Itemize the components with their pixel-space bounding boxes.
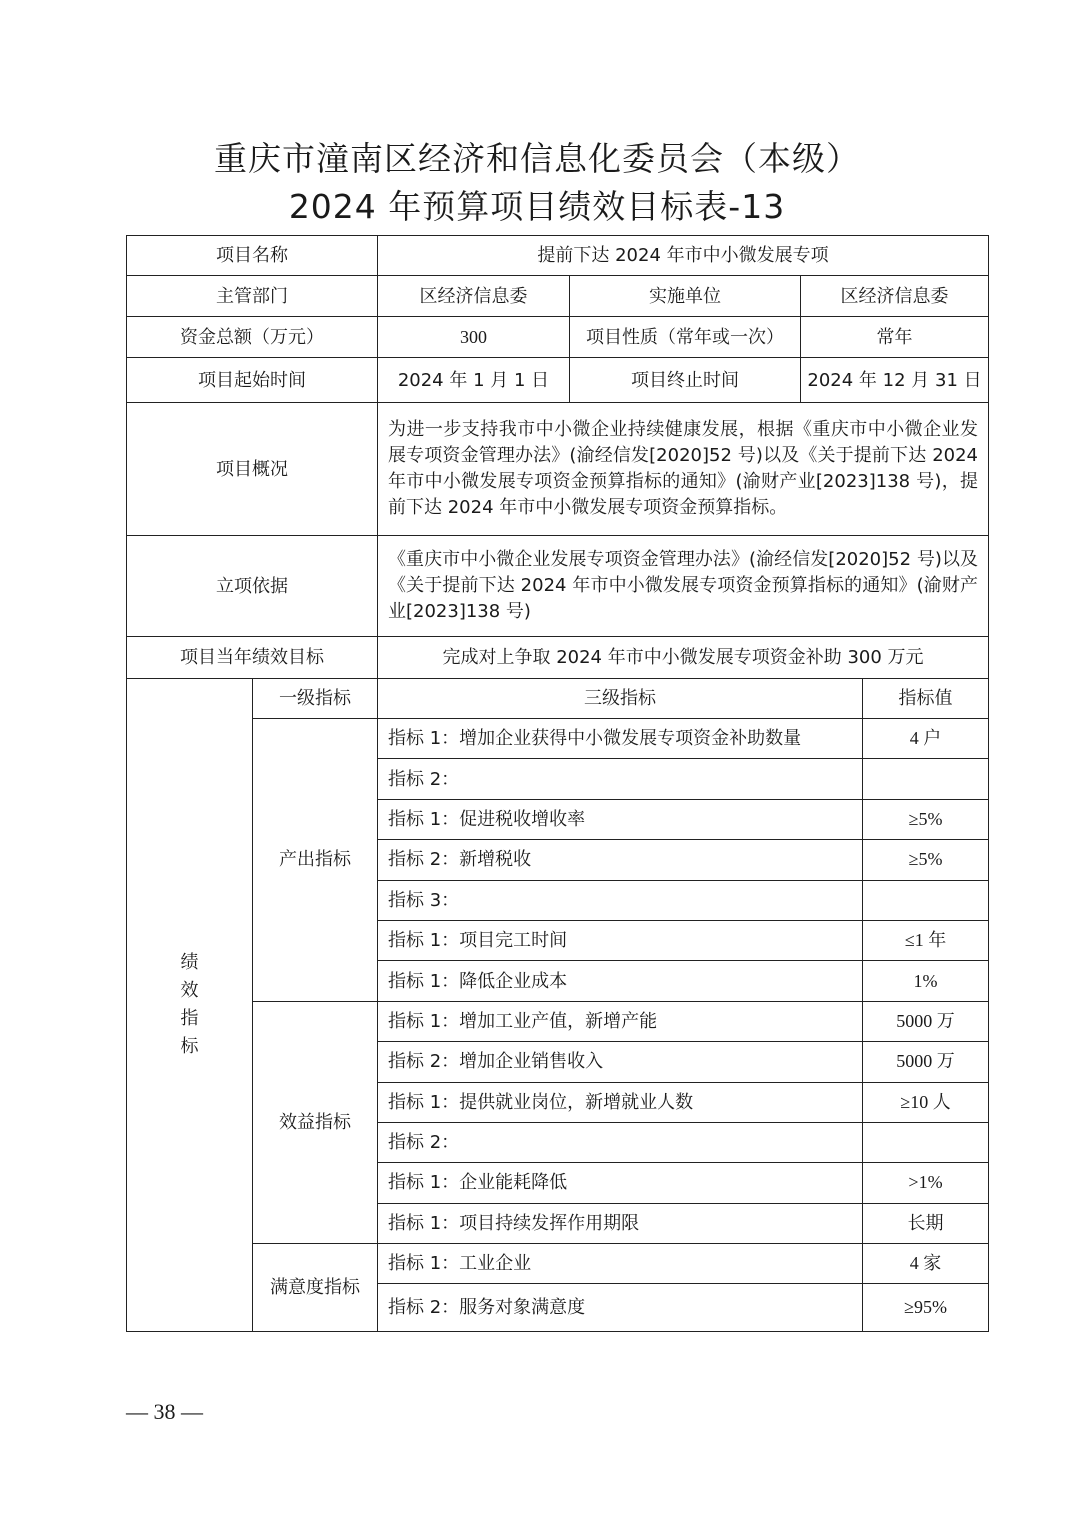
start-label: 项目起始时间 — [127, 358, 378, 403]
indicator-text: 指标 2： — [378, 1122, 863, 1162]
document-title-line2: 2024 年预算项目绩效目标表-13 — [288, 187, 786, 226]
indicator-value: 5000 万 — [863, 1042, 989, 1082]
indicator-value: ≤1 年 — [863, 920, 989, 960]
performance-target-table — [126, 235, 989, 1332]
goal-label: 项目当年绩效目标 — [127, 637, 378, 679]
group-name-cell: 效益指标 — [253, 1001, 378, 1243]
page-number: — 38 — — [126, 1399, 203, 1424]
indicator-value — [863, 880, 989, 920]
project-name-label: 项目名称 — [127, 236, 378, 276]
overview-text: 为进一步支持我市中小微企业持续健康发展，根据《重庆市中小微企业发展专项资金管理办法》(渝经信发[2020]52 号)以及《关于提前下达 2024 年市中小微发展专项资金预算指标的通知》(渝财产业[2023]138 号)，提前下达 2024 年市中小微发展专项资金预算指标。 — [378, 403, 989, 536]
basis-text: 《重庆市中小微企业发展专项资金管理办法》(渝经信发[2020]52 号)以及《关于提前下达 2024 年市中小微发展专项资金预算指标的通知》(渝财产业[2023]138 号) — [378, 536, 989, 637]
dept-label: 主管部门 — [127, 276, 378, 317]
amount-value: 300 — [378, 317, 570, 358]
indicator-text: 指标 2：新增税收 — [378, 840, 863, 880]
indicator-text: 指标 1：降低企业成本 — [378, 961, 863, 1001]
indicator-row — [127, 1001, 989, 1041]
indicator-value: >1% — [863, 1163, 989, 1203]
indicator-text: 指标 2：增加企业销售收入 — [378, 1042, 863, 1082]
col-value-header: 指标值 — [863, 679, 989, 719]
indicator-text: 指标 1：提供就业岗位，新增就业人数 — [378, 1082, 863, 1122]
indicator-value: 1% — [863, 961, 989, 1001]
nature-value: 常年 — [801, 317, 989, 358]
indicator-value: 长期 — [863, 1203, 989, 1243]
perf-section-label — [127, 679, 253, 1332]
col-level1-header: 一级指标 — [253, 679, 378, 719]
indicator-value: ≥5% — [863, 799, 989, 839]
project-name-value: 提前下达 2024 年市中小微发展专项 — [378, 236, 989, 276]
indicator-row — [127, 1244, 989, 1284]
indicator-text: 指标 1：项目完工时间 — [378, 920, 863, 960]
nature-label: 项目性质（常年或一次） — [570, 317, 801, 358]
indicator-text: 指标 3： — [378, 880, 863, 920]
col-level3-header: 三级指标 — [378, 679, 863, 719]
group-name-cell: 产出指标 — [253, 719, 378, 1002]
goal-text: 完成对上争取 2024 年市中小微发展专项资金补助 300 万元 — [378, 637, 989, 679]
indicator-text: 指标 1：项目持续发挥作用期限 — [378, 1203, 863, 1243]
indicator-text: 指标 1：工业企业 — [378, 1244, 863, 1284]
indicator-value: 4 家 — [863, 1244, 989, 1284]
indicator-value — [863, 759, 989, 799]
end-value: 2024 年 12 月 31 日 — [801, 358, 989, 403]
basis-label: 立项依据 — [127, 536, 378, 637]
indicator-text: 指标 2：服务对象满意度 — [378, 1284, 863, 1332]
indicator-value: ≥95% — [863, 1284, 989, 1332]
indicator-text: 指标 1：增加企业获得中小微发展专项资金补助数量 — [378, 719, 863, 759]
indicator-text: 指标 1：增加工业产值，新增产能 — [378, 1001, 863, 1041]
impl-label: 实施单位 — [570, 276, 801, 317]
amount-label: 资金总额（万元） — [127, 317, 378, 358]
end-label: 项目终止时间 — [570, 358, 801, 403]
dept-value: 区经济信息委 — [378, 276, 570, 317]
indicator-value — [863, 1122, 989, 1162]
perf-section-text: 绩效指标 — [180, 952, 199, 1058]
overview-label: 项目概况 — [127, 403, 378, 536]
indicator-text: 指标 2： — [378, 759, 863, 799]
indicator-row — [127, 719, 989, 759]
impl-value: 区经济信息委 — [801, 276, 989, 317]
indicator-value: ≥10 人 — [863, 1082, 989, 1122]
document-title-line1: 重庆市潼南区经济和信息化委员会（本级） — [214, 139, 860, 178]
indicator-value: ≥5% — [863, 840, 989, 880]
indicator-value: 5000 万 — [863, 1001, 989, 1041]
indicator-text: 指标 1：促进税收增收率 — [378, 799, 863, 839]
start-value: 2024 年 1 月 1 日 — [378, 358, 570, 403]
group-name-cell: 满意度指标 — [253, 1244, 378, 1332]
indicator-value: 4 户 — [863, 719, 989, 759]
indicator-text: 指标 1：企业能耗降低 — [378, 1163, 863, 1203]
